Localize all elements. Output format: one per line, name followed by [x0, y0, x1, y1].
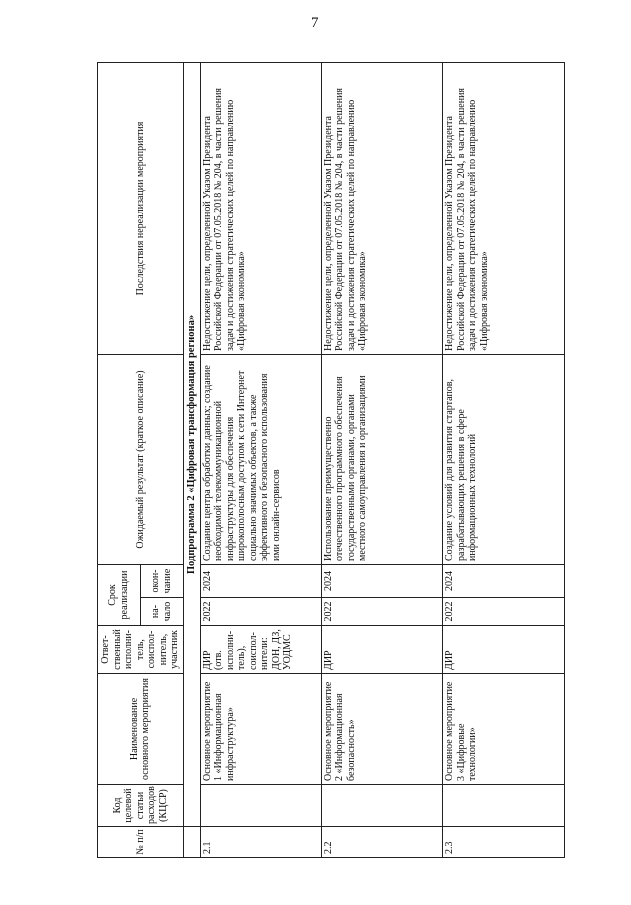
rotated-table-container — [97, 63, 555, 858]
row-kcsr — [443, 785, 564, 827]
table-header — [98, 63, 184, 858]
row-num: 2.1 — [200, 827, 321, 858]
row-kcsr — [200, 785, 321, 827]
header-result: Ожидаемый результат (краткое описание) — [98, 355, 184, 565]
header-name: Наименование основного мероприятия — [98, 674, 184, 785]
subprogram-num — [183, 827, 200, 858]
row-consequences: Недостижение цели, определенной Указом Президента Российской Федерации от 07.05.2018 № 204, в части решения задач и достижения стратегических целей по направлению «Цифровая экономика» — [200, 63, 321, 355]
header-start: на-чало — [140, 598, 183, 626]
row-consequences: Недостижение цели, определенной Указом Президента Российской Федерации от 07.05.2018 № 204, в части решения задач и достижения стратегических целей по направлению «Цифровая экономика» — [321, 63, 442, 355]
row-end: 2024 — [443, 565, 564, 598]
activities-table — [97, 62, 565, 858]
table-row — [200, 63, 321, 858]
table-row — [443, 63, 564, 858]
row-result: Использование преимущественно отечественного программного обеспечения государственными органами, органами местного самоуправления и организациями — [321, 355, 442, 565]
table-row — [321, 63, 442, 858]
row-responsible: ДИР (отв. исполни-тель), соиспол-нители: ДОН, ДЗ, УОДМС — [200, 626, 321, 674]
subprogram-title: Подпрограмма 2 «Цифровая трансформация региона» — [183, 63, 200, 827]
row-name: Основное мероприятие 1 «Информационная инфраструктура» — [200, 674, 321, 785]
row-start: 2022 — [321, 598, 442, 626]
header-responsible: Ответ-ственный исполни-тель, соиспол-нитель, участник — [98, 626, 184, 674]
row-result: Создание центра обработки данных; создание необходимой телекоммуникационной инфраструктуры для обеспечения широкополосным доступом к сети Интернет социально значимых объектов, а также эффективного и безопасного использования ими онлайн-сервисов — [200, 355, 321, 565]
row-responsible: ДИР — [321, 626, 442, 674]
header-end: окон-чание — [140, 565, 183, 598]
row-end: 2024 — [200, 565, 321, 598]
row-responsible: ДИР — [443, 626, 564, 674]
row-end: 2024 — [321, 565, 442, 598]
header-term: Срок реализации — [98, 565, 141, 626]
row-result: Создание условий для развития стартапов, разрабатывающих решения в сфере информационных технологий — [443, 355, 564, 565]
row-num: 2.3 — [443, 827, 564, 858]
page-number: 7 — [311, 15, 319, 31]
row-start: 2022 — [443, 598, 564, 626]
row-consequences: Недостижение цели, определенной Указом Президента Российской Федерации от 07.05.2018 № 204, в части решения задач и достижения стратегических целей по направлению «Цифровая экономика» — [443, 63, 564, 355]
row-start: 2022 — [200, 598, 321, 626]
row-num: 2.2 — [321, 827, 442, 858]
row-name: Основное мероприятие 3 «Цифровые технологии» — [443, 674, 564, 785]
row-name: Основное мероприятие 2 «Информационная безопасность» — [321, 674, 442, 785]
header-consequences: Последствия нереализации мероприятия — [98, 63, 184, 355]
header-num: № п/п — [98, 827, 184, 858]
subprogram-row — [183, 63, 200, 858]
header-kcsr: Код целевой статьи расходов (КЦСР) — [98, 785, 184, 827]
row-kcsr — [321, 785, 442, 827]
